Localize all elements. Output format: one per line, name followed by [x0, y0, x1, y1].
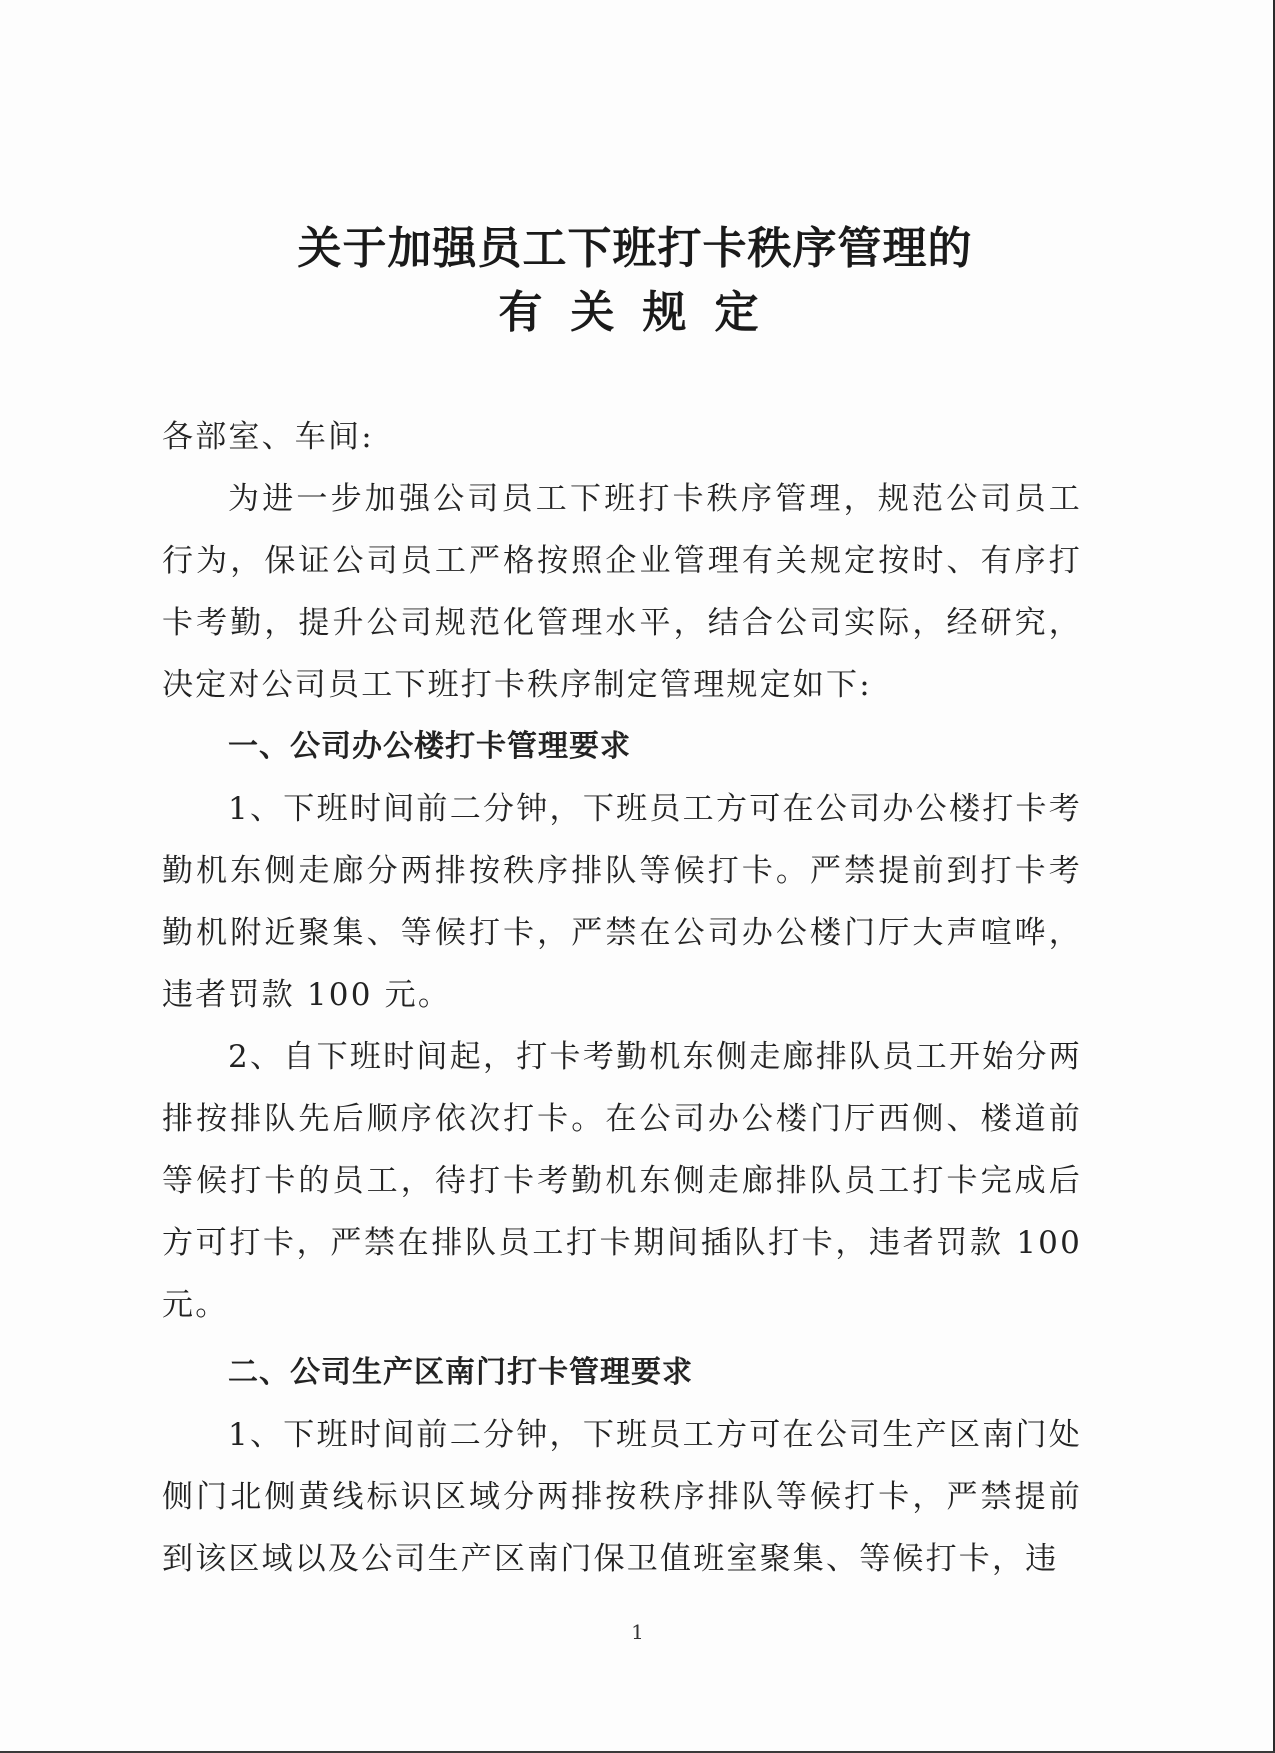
salutation: 各部室、车间:	[162, 419, 374, 455]
document-title-line-2: 有关规定	[498, 287, 787, 338]
section-2-heading: 二、公司生产区南门打卡管理要求	[228, 1355, 693, 1390]
page-number: 1	[631, 1620, 644, 1644]
section-1-heading: 一、公司办公楼打卡管理要求	[228, 729, 631, 764]
section-2-item-1: 1、下班时间前二分钟，下班员工方可在公司生产区南门处侧门北侧黄线标识区域分两排按秩序排队等候打卡，严禁提前到该区域以及公司生产区南门保卫值班室聚集、等候打卡，违	[162, 1417, 1082, 1577]
section-1-item-1: 1、下班时间前二分钟，下班员工方可在公司办公楼打卡考勤机东侧走廊分两排按秩序排队等候打卡。严禁提前到打卡考勤机附近聚集、等候打卡，严禁在公司办公楼门厅大声喧哗，违者罚款 100 元。	[162, 791, 1082, 1013]
document-body	[162, 406, 1082, 1590]
section-1-item-2: 2、自下班时间起，打卡考勤机东侧走廊排队员工开始分两排按排队先后顺序依次打卡。在公司办公楼门厅西侧、楼道前等候打卡的员工，待打卡考勤机东侧走廊排队员工打卡完成后方可打卡，严禁在排队员工打卡期间插队打卡，违者罚款 100 元。	[162, 1039, 1082, 1323]
document-title-line-1: 关于加强员工下班打卡秩序管理的	[297, 223, 973, 274]
intro-paragraph: 为进一步加强公司员工下班打卡秩序管理，规范公司员工行为，保证公司员工严格按照企业管理有关规定按时、有序打卡考勤，提升公司规范化管理水平，结合公司实际，经研究，决定对公司员工下班打卡秩序制定管理规定如下:	[162, 481, 1082, 703]
